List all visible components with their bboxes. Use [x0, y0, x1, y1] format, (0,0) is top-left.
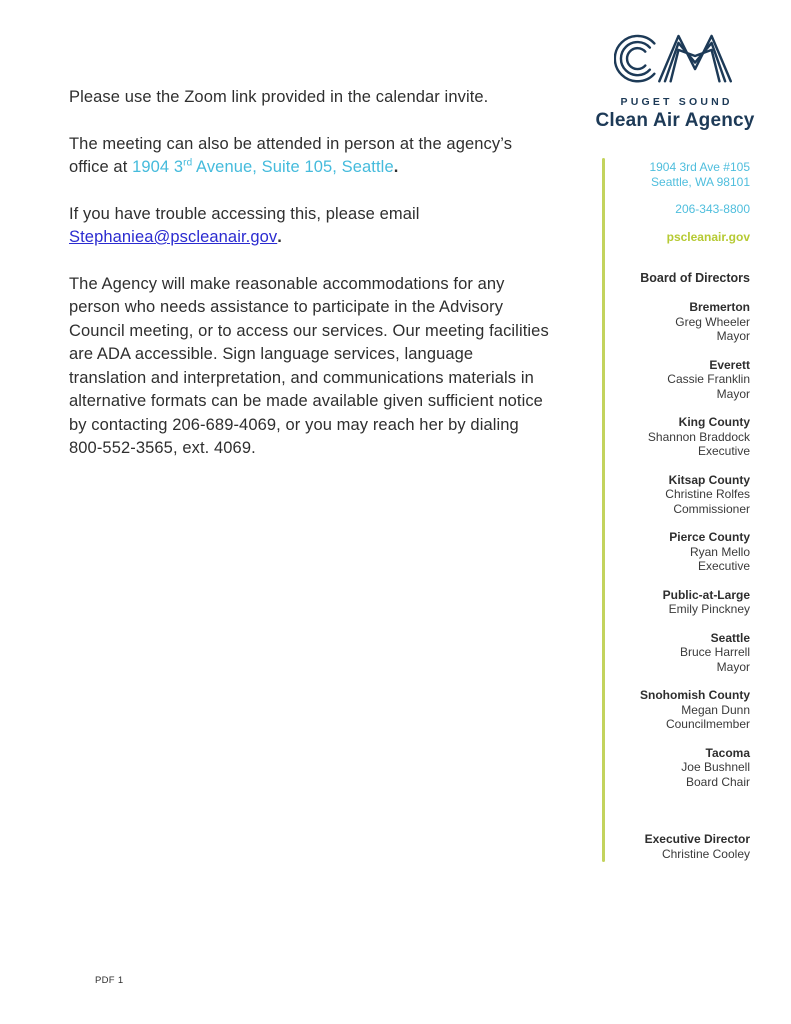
board-member [600, 631, 750, 675]
board-member-city: Everett [709, 357, 750, 372]
board-member-city: Snohomish County [640, 688, 750, 702]
email-link[interactable]: Stephaniea@pscleanair.gov [69, 228, 278, 246]
board-member-name: Cassie Franklin [667, 372, 750, 386]
page-footer-label: PDF 1 [95, 975, 124, 986]
paragraph-in-person-text: The meeting can also be attended in person at the agency’s office at [69, 134, 513, 176]
logo-agency-name: Clean Air Agency [595, 110, 755, 131]
logo-region-label: PUGET SOUND [620, 96, 733, 108]
board-member-name: Emily Pinckney [668, 602, 750, 616]
board-member [600, 473, 750, 517]
board-member [600, 530, 750, 574]
board-member [600, 415, 750, 459]
agency-address-line2: Seattle, WA 98101 [651, 175, 750, 189]
board-member-title: Councilmember [665, 717, 750, 731]
board-member-title: Executive [697, 444, 750, 458]
board-member-name: Joe Bushnell [681, 760, 750, 774]
agency-website-link[interactable]: pscleanair.gov [666, 230, 750, 244]
agency-address-line1: 1904 3rd Ave #105 [649, 160, 750, 174]
board-member [600, 358, 750, 402]
board-member-city: Kitsap County [668, 472, 750, 487]
paragraph-email-help [69, 203, 551, 250]
sidebar [600, 160, 750, 861]
executive-director-title: Executive Director [644, 832, 750, 846]
board-member-name: Bruce Harrell [679, 645, 750, 659]
board-member-city: Bremerton [689, 300, 750, 314]
executive-director-block [600, 832, 750, 861]
board-member-city: Pierce County [669, 530, 750, 544]
board-member-city: Public-at-Large [662, 587, 750, 602]
board-member-city: Seattle [710, 630, 750, 645]
paragraph-ada-accommodations: The Agency will make reasonable accommodations for any person who needs assistance to participate in the Advisory Council meeting, or to access our services. Our meeting facilities are ADA accessible. Sign language services, language translation and interpretation, and communications materials in alternative formats can be made available given sufficient notice by contacting 206-689-4069, or you may reach her by dialing 800-552-3565, ext. 4069. [69, 274, 549, 457]
paragraph-email-text: If you have trouble accessing this, please email [69, 204, 420, 223]
board-member-name: Shannon Braddock [647, 429, 750, 444]
board-member-title: Mayor [716, 386, 750, 401]
board-member-name: Ryan Mello [689, 544, 750, 559]
executive-director-name: Christine Cooley [661, 846, 750, 861]
office-address-link[interactable] [132, 158, 394, 176]
board-member-title: Board Chair [685, 774, 750, 789]
address-link-street: Avenue, Suite 105, Seattle [192, 158, 394, 176]
board-member-title: Mayor [716, 659, 750, 674]
agency-phone: 206-343-8800 [675, 202, 750, 216]
board-member-name: Christine Rolfes [665, 487, 750, 501]
board-member [600, 746, 750, 790]
board-member-name: Greg Wheeler [675, 314, 750, 329]
board-member [600, 688, 750, 732]
sentence-period: . [393, 158, 399, 176]
board-member-title: Executive [697, 559, 750, 573]
paragraph-in-person [69, 133, 551, 180]
board-member [600, 300, 750, 344]
paragraph-zoom-link: Please use the Zoom link provided in the calendar invite. [69, 88, 489, 106]
board-member-title: Commissioner [673, 501, 750, 516]
letter-body [69, 86, 551, 461]
caa-striped-letters-icon [614, 24, 736, 88]
board-member [600, 588, 750, 617]
address-link-ordinal: rd [183, 157, 193, 169]
board-member-title: Mayor [716, 329, 750, 343]
address-link-number: 1904 3 [132, 158, 184, 176]
board-member-city: King County [678, 415, 750, 429]
board-member-city: Tacoma [705, 745, 750, 760]
sentence-period: . [277, 228, 282, 246]
board-of-directors-heading: Board of Directors [640, 271, 750, 285]
agency-logo [585, 24, 765, 132]
board-member-name: Megan Dunn [681, 702, 750, 717]
